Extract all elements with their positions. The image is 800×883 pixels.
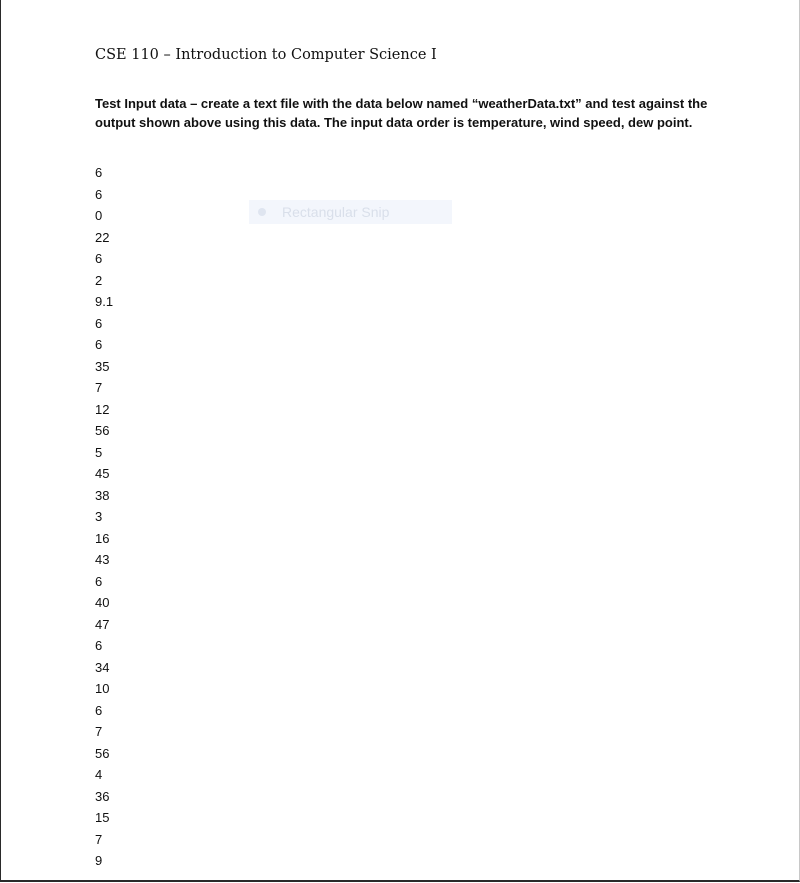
radio-dot-icon: [258, 208, 266, 216]
data-value: 40: [95, 595, 110, 610]
data-value: 10: [95, 681, 110, 696]
data-value: 45: [95, 466, 110, 481]
data-value: 5: [95, 444, 103, 460]
data-value: 7: [95, 724, 103, 739]
data-value: 6: [95, 165, 103, 180]
data-value: 3: [95, 509, 103, 524]
data-value: 4: [95, 767, 103, 782]
data-value: 6: [95, 573, 103, 589]
course-header: CSE 110 – Introduction to Computer Science I: [95, 47, 437, 63]
data-value: 15: [95, 810, 110, 825]
data-value: 2: [95, 272, 103, 288]
data-value: 6: [95, 638, 103, 653]
data-value: 6: [95, 186, 103, 202]
test-input-instructions: Test Input data – create a text file with the data below named “weatherData.txt” and test against the output shown above using this data. The input data order is temperature, wind speed, dew point.: [95, 96, 708, 130]
data-value: 6: [95, 337, 103, 352]
rectangular-snip-option[interactable]: [249, 200, 452, 224]
data-value: 6: [95, 315, 103, 331]
data-value: 7: [95, 380, 103, 395]
data-value: 9.1: [95, 294, 114, 309]
rectangular-snip-label: Rectangular Snip: [282, 204, 390, 220]
data-value: 12: [95, 401, 110, 417]
data-value: 56: [95, 423, 110, 438]
data-value: 56: [95, 745, 110, 761]
data-value: 36: [95, 788, 110, 804]
data-value: 16: [95, 530, 110, 546]
data-value: 34: [95, 659, 110, 675]
data-value: 43: [95, 552, 110, 567]
data-value: 0: [95, 208, 103, 223]
data-value: 6: [95, 251, 103, 266]
data-value: 47: [95, 616, 110, 632]
data-value: 35: [95, 358, 110, 374]
input-data-list: [95, 162, 113, 872]
data-value: 7: [95, 831, 103, 847]
data-value: 38: [95, 487, 110, 503]
data-value: 9: [95, 853, 103, 868]
data-value: 6: [95, 702, 103, 718]
data-value: 22: [95, 229, 110, 245]
